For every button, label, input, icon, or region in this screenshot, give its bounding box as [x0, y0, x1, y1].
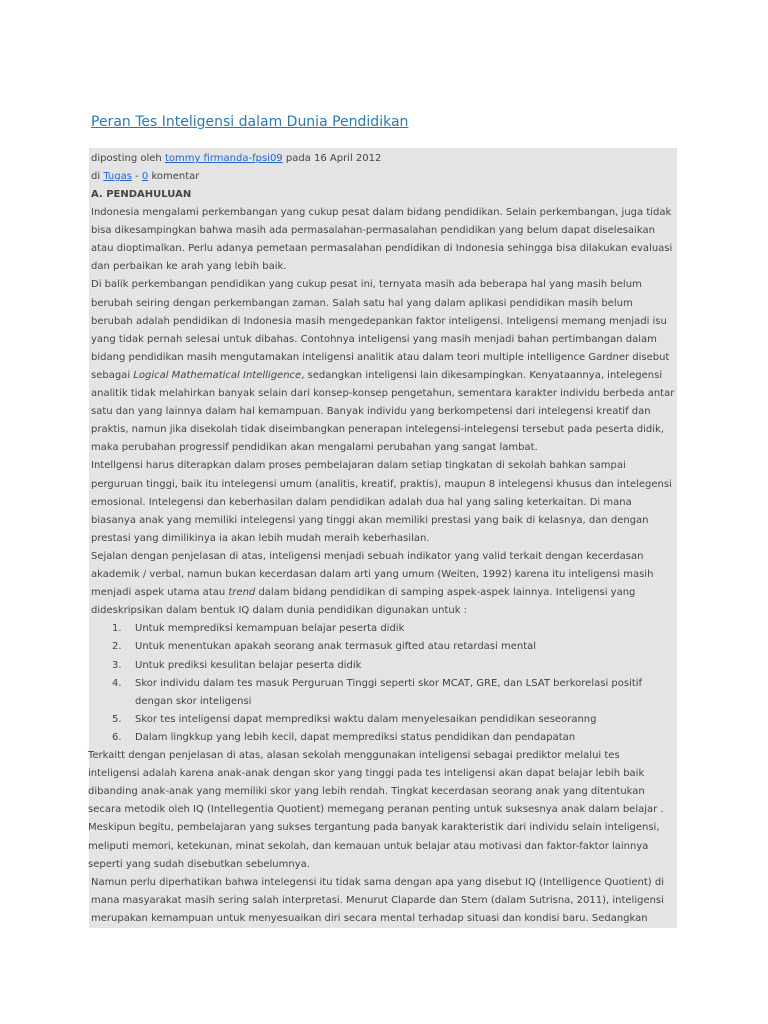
paragraph-3-line: prestasi yang dimilikinya ia akan lebih mudah meraih keberhasilan.: [91, 532, 430, 544]
paragraph-4-line: dideskripsikan dalam bentuk IQ dalam dunia pendidikan digunakan untuk :: [91, 605, 468, 617]
category-prefix: di: [91, 171, 104, 182]
paragraph-2-line: bidang pendidikan masih mengutamakan inteligensi analitik atau dalam teori multiple intelligence Gardner disebut: [91, 351, 670, 363]
list-item-text: dengan skor inteligensi: [135, 695, 252, 707]
paragraph-2-italic-line-after: , sedangkan inteligensi lain dikesampingkan. Kenyataannya, intelegensi: [301, 369, 663, 381]
paragraph-4-italic-line-italic: trend: [228, 587, 256, 599]
paragraph-5-line: seperti yang sudah disebutkan sebelumnya.: [88, 858, 310, 870]
paragraph-2-italic-line-before: sebagai: [91, 369, 134, 381]
list-item-number: 6.: [112, 731, 122, 743]
paragraph-3-line: perguruan tinggi, baik itu intelegensi umum (analitis, kreatif, praktis), maupun 8 intelegensi khusus dan intelegensi: [91, 478, 672, 490]
meta-separator: -: [131, 171, 142, 182]
paragraph-4-italic-line-before: menjadi aspek utama atau: [91, 587, 229, 599]
comment-label: komentar: [148, 171, 200, 182]
post-date: pada 16 April 2012: [282, 153, 382, 164]
paragraph-2-line: satu dan yang lainnya dalam hal kemampuan. Banyak individu yang berkompetensi dari intelegensi kreatif dan: [91, 406, 651, 418]
paragraph-3-line: emosional. Intelegensi dan keberhasilan dalam pendidikan adalah dua hal yang saling keterkaitan. Di mana: [91, 496, 632, 508]
category-link[interactable]: Tugas: [103, 171, 132, 182]
paragraph-2-line: praktis, namun jika disekolah tidak diseimbangkan penerapan intelegensi-intelegensi tersebut pada peserta didik,: [91, 424, 665, 436]
paragraph-5-line: secara metodik oleh IQ (Intellegentia Quotient) memegang peranan penting untuk suksesnya anak dalam belajar .: [88, 804, 664, 816]
comment-count-link[interactable]: 0: [141, 171, 149, 182]
paragraph-1-line: dan perbaikan ke arah yang lebih baik.: [91, 261, 287, 273]
list-item-text: Dalam lingkkup yang lebih kecil, dapat memprediksi status pendidikan dan pendapatan: [135, 731, 576, 743]
list-item-number: 4.: [112, 677, 122, 689]
paragraph-4-italic-line: [91, 586, 635, 600]
post-meta-byline: [91, 152, 381, 166]
list-item-number: 1.: [112, 623, 122, 635]
paragraph-2-italic-line: [91, 369, 662, 383]
paragraph-4-italic-line-after: dalam bidang pendidikan di samping aspek-aspek lainnya. Inteligensi yang: [255, 587, 636, 599]
paragraph-1-line: bisa dikesampingkan bahwa masih ada permasalahan-permasalahan pendidikan yang belum dapat diselesaikan: [91, 225, 655, 237]
paragraph-1-line: atau dioptimalkan. Perlu adanya pemetaan permasalahan pendidikan di Indonesia sehingga bisa dilakukan evaluasi: [91, 243, 673, 255]
byline-prefix: diposting oleh: [91, 153, 165, 164]
paragraph-3-line: biasanya anak yang memiliki intelegensi yang tinggi akan memiliki prestasi yang baik di kelasnya, dan dengan: [91, 514, 649, 526]
list-item-text: Untuk menentukan apakah seorang anak termasuk gifted atau retardasi mental: [135, 641, 537, 653]
paragraph-2-line: analitik tidak melahirkan banyak selain dari konsep-konsep pengetahun, sementara karakter individu berbeda antar: [91, 388, 675, 399]
paragraph-5-line: Meskipun begitu, pembelajaran yang sukses tergantung pada banyak karakteristik dari individu selain inteligensi,: [88, 822, 660, 834]
paragraph-4-line: Sejalan dengan penjelasan di atas, inteligensi menjadi sebuah indikator yang valid terkait dengan kecerdasan: [91, 550, 644, 562]
list-item-text: Untuk memprediksi kemampuan belajar peserta didik: [135, 623, 405, 635]
paragraph-6-line: Namun perlu diperhatikan bahwa intelegensi itu tidak sama dengan apa yang disebut IQ (Intelligence Quotient) di: [91, 876, 664, 888]
paragraph-5-line: Terkaitt dengan penjelasan di atas, alasan sekolah menggunakan inteligensi sebagai prediktor melalui tes: [88, 750, 620, 761]
paragraph-2-line: berubah adalah pendidikan di Indonesia masih mengedepankan faktor inteligensi. Inteligensi memang menjadi isu: [91, 315, 667, 327]
paragraph-6-line: mana masyarakat masih sering salah interpretasi. Menurut Claparde dan Stern (dalam Sutrisna, 2011), inteligensi: [91, 894, 664, 906]
paragraph-2-line: maka perubahan progressif pendidikan akan mengalami perubahan yang sangat lambat.: [91, 442, 538, 454]
post-body: [89, 148, 677, 928]
paragraph-2-italic-line-italic: Logical Mathematical Intelligence: [133, 369, 302, 381]
paragraph-5-line: dibanding anak-anak yang memiliki skor yang lebih rendah. Tingkat kecerdasan seorang anak yang ditentukan: [88, 786, 645, 798]
paragraph-2-line: berubah seiring dengan perkembangan zaman. Salah satu hal yang dalam aplikasi pendidikan masih belum: [91, 297, 633, 309]
paragraph-3-line: Intellgensi harus diterapkan dalam proses pembelajaran dalam setiap tingkatan di sekolah bahkan sampai: [91, 460, 626, 472]
author-link[interactable]: tommy firmanda-fpsi09: [164, 153, 283, 164]
list-item-text: Skor tes inteligensi dapat memprediksi waktu dalam menyelesaikan pendidikan seseoranng: [135, 713, 597, 725]
paragraph-5-line: inteligensi adalah karena anak-anak dengan skor yang tinggi pada tes inteligensi akan dapat belajar lebih baik: [88, 768, 645, 780]
paragraph-1-line: Indonesia mengalami perkembangan yang cukup pesat dalam bidang pendidikan. Selain perkembangan, juga tidak: [91, 207, 672, 218]
paragraph-4-line: akademik / verbal, namun bukan kecerdasan dalam arti yang umum (Weiten, 1992) karena itu inteligensi masih: [91, 569, 654, 580]
post-title-link[interactable]: Peran Tes Inteligensi dalam Dunia Pendidikan: [91, 114, 409, 130]
list-item-number: 2.: [112, 641, 122, 653]
paragraph-5-line: meliputi memori, ketekunan, minat sekolah, dan kemauan untuk belajar atau motivasi dan faktor-faktor lainnya: [88, 840, 649, 852]
section-heading: A. PENDAHULUAN: [91, 189, 192, 200]
list-item-text: Skor individu dalam tes masuk Perguruan Tinggi seperti skor MCAT, GRE, dan LSAT berkorelasi positif: [135, 677, 643, 689]
paragraph-2-line: yang tidak pernah selesai untuk dibahas. Contohnya inteligensi yang masih menjadi bahan pertimbangan dalam: [91, 333, 657, 345]
paragraph-6-line: merupakan kemampuan untuk menyesuaikan diri secara mental terhadap situasi dan kondisi baru. Sedangkan: [91, 912, 648, 924]
post-meta-category: [91, 170, 199, 184]
list-item-text: Untuk prediksi kesulitan belajar peserta didik: [135, 659, 362, 671]
paragraph-2-line: Di balik perkembangan pendidikan yang cukup pesat ini, ternyata masih ada beberapa hal yang masih belum: [91, 279, 642, 291]
list-item-number: 5.: [112, 713, 122, 725]
list-item-number: 3.: [112, 659, 122, 671]
